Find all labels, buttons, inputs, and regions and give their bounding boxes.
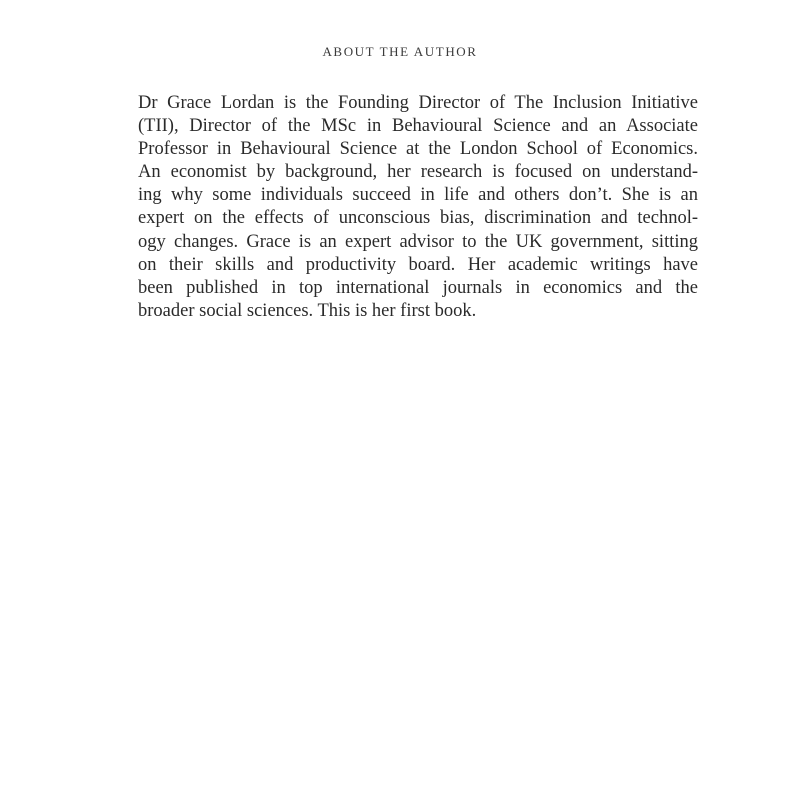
bio-line: An economist by background, her research is focused on understand- xyxy=(138,162,698,183)
bio-line: been published in top international journals in economics and the xyxy=(138,277,698,298)
bio-line: ing why some individuals succeed in life and others don’t. She is an xyxy=(138,185,698,206)
bio-line: expert on the effects of unconscious bias, discrimination and technol- xyxy=(138,208,698,229)
bio-line: Professor in Behavioural Science at the London School of Economics. xyxy=(138,139,698,160)
bio-line: on their skills and productivity board. Her academic writings have xyxy=(138,254,698,275)
bio-line: broader social sciences. This is her first book. xyxy=(138,300,477,321)
author-bio-paragraph xyxy=(138,92,698,323)
bio-line: ogy changes. Grace is an expert advisor to the UK government, sitting xyxy=(138,231,698,252)
section-heading: ABOUT THE AUTHOR xyxy=(322,44,478,59)
bio-line: (TII), Director of the MSc in Behavioural Science and an Associate xyxy=(138,116,698,137)
bio-line: Dr Grace Lordan is the Founding Director of The Inclusion Initiative xyxy=(138,93,698,113)
